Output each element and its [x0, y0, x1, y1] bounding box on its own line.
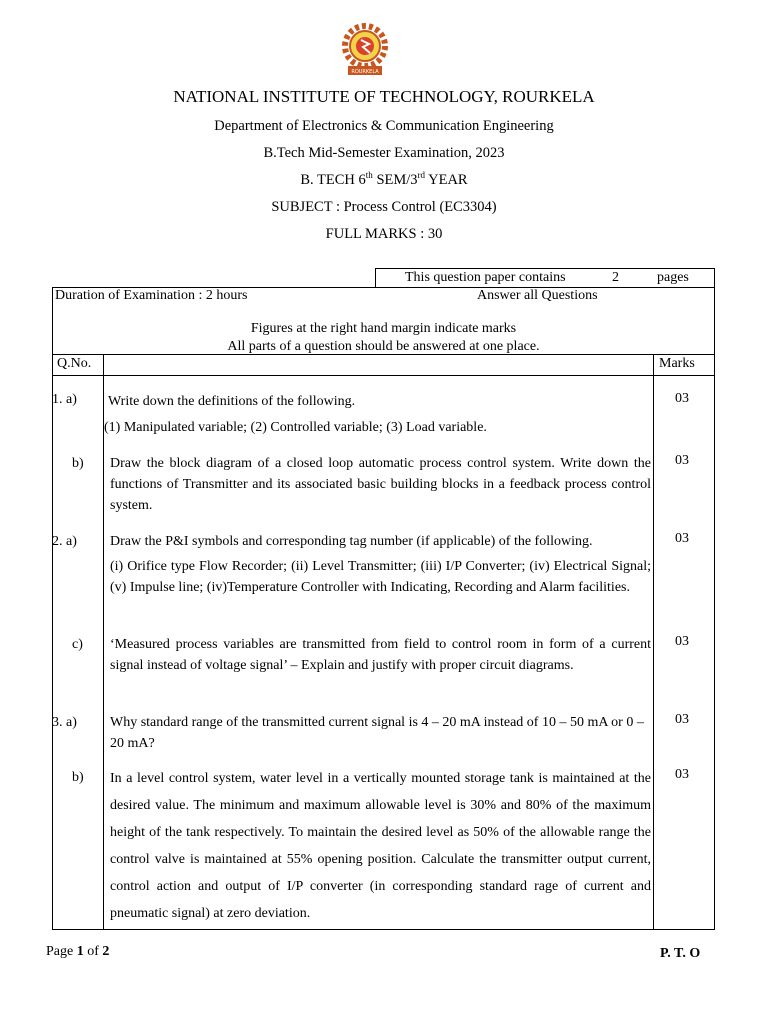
note-answer: All parts of a question should be answered at one place.: [227, 339, 540, 354]
q1b-marks: 03: [675, 453, 689, 468]
duration: Duration of Examination : 2 hours: [55, 288, 248, 303]
svg-text:ROURKELA: ROURKELA: [351, 69, 379, 75]
pages-count: 2: [612, 270, 619, 285]
q1a-text: Write down the definitions of the following.: [108, 394, 356, 409]
q3b-marks: 03: [675, 767, 689, 782]
q2c-marks: 03: [675, 634, 689, 649]
col-qno: Q.No.: [57, 356, 92, 371]
q3b-number: b): [72, 770, 84, 785]
q3b-text: In a level control system, water level in a vertically mounted storage tank is maintained at the desired value. The minimum and maximum allowable level is 30% and 80% of the maximum height of the tank respectively. To maintain the desired level as 50% of the allowable range the control valve is maintained at 55% opening position. Calculate the transmitter output current, control action and output of I/P converter (in corresponding standard rage of current and pneumatic signal) at zero deviation.: [110, 771, 651, 921]
q1a-number: 1. a): [52, 392, 77, 407]
pages-info-box: [375, 268, 715, 288]
q1a-marks: 03: [675, 391, 689, 406]
institute-name: NATIONAL INSTITUTE OF TECHNOLOGY, ROURKELA: [173, 87, 595, 106]
answer-all: Answer all Questions: [477, 288, 598, 303]
q2a-number: 2. a): [52, 534, 77, 549]
q1b-text: Draw the block diagram of a closed loop automatic process control system. Write down the functions of Transmitter and its associated basic building blocks in a feedback process control system.: [110, 456, 651, 513]
institute-logo: [339, 22, 391, 78]
gear-emblem-icon: [339, 22, 391, 78]
q1a-sub: (1) Manipulated variable; (2) Controlled variable; (3) Load variable.: [104, 420, 487, 435]
page-indicator: Page 1 of 2: [46, 944, 110, 959]
note-marks: Figures at the right hand margin indicate marks: [250, 321, 517, 336]
q3a-text: Why standard range of the transmitted current signal is 4 – 20 mA instead of 10 – 50 mA or 0 – 20 mA?: [110, 715, 644, 751]
subject-line: SUBJECT : Process Control (EC3304): [271, 199, 497, 215]
department-name: Department of Electronics & Communication Engineering: [214, 118, 554, 134]
q2a-sub: (i) Orifice type Flow Recorder; (ii) Level Transmitter; (iii) I/P Converter; (iv) Electrical Signal; (v) Impulse line; (iv)Temperature Controller with Indicating, Recording and Alarm facilities.: [110, 559, 651, 595]
col-marks: Marks: [659, 356, 695, 371]
pages-label: This question paper contains: [405, 270, 566, 285]
q2a-marks: 03: [675, 531, 689, 546]
year-line: B. TECH 6th SEM/3rd YEAR: [300, 170, 468, 188]
q2c-text: ‘Measured process variables are transmitted from field to control room in form of a current signal instead of voltage signal’ – Explain and justify with proper circuit diagrams.: [110, 637, 651, 673]
q3a-marks: 03: [675, 712, 689, 727]
pto-label: P. T. O: [660, 946, 701, 961]
full-marks: FULL MARKS : 30: [325, 226, 443, 242]
pages-word: pages: [657, 270, 689, 285]
instructions-box: [52, 287, 715, 355]
q1b-number: b): [72, 456, 84, 471]
q3a-number: 3. a): [52, 715, 77, 730]
q2a-text: Draw the P&I symbols and corresponding tag number (if applicable) of the following.: [110, 534, 593, 549]
q2c-number: c): [72, 637, 83, 652]
exam-title: B.Tech Mid-Semester Examination, 2023: [263, 145, 505, 161]
